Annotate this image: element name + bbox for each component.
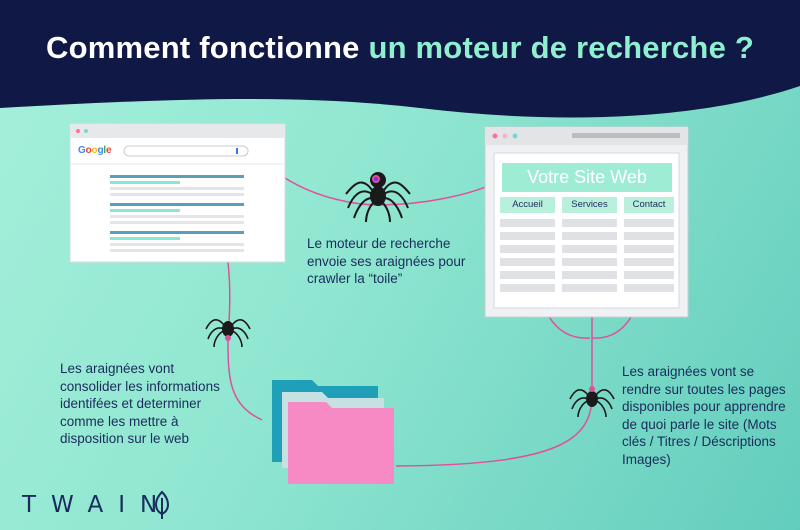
window-dot-max (84, 129, 88, 133)
brand-logo-text: TWAIN (22, 492, 173, 518)
caption-line: envoie ses araignées pour (307, 253, 466, 269)
brand-letter: g (97, 145, 104, 156)
caption-crawl-pages (622, 363, 786, 468)
thread-spider-to-folders (228, 342, 262, 420)
window-dot-close (76, 129, 80, 133)
caption-line: de quoi parle le site (Mots (622, 416, 777, 432)
title-accent: un moteur de recherche ? (368, 30, 754, 65)
site-dot-close (493, 134, 498, 139)
spider-icon-large (346, 172, 410, 222)
caption-line: Images) (622, 451, 671, 467)
folders-icon (272, 380, 394, 484)
site-address-bar (572, 133, 680, 138)
caption-line: identifées et determiner (60, 396, 202, 411)
spider-icon-right (570, 386, 614, 417)
brand-letter: G (78, 145, 86, 156)
site-title: Votre Site Web (502, 163, 672, 192)
brand-letter: e (105, 145, 112, 156)
caption-line: comme les mettre à (60, 413, 179, 429)
caption-line: disposition sur le web (60, 431, 190, 446)
menu-accueil[interactable]: Accueil (500, 197, 555, 213)
search-brand-logo (78, 145, 111, 156)
caption-line: Les araignées vont se (622, 364, 755, 379)
title-main: Comment fonctionne (46, 30, 360, 65)
caption-line: Les araignées vont (60, 361, 175, 376)
caption-line: rendre sur toutes les pages (622, 381, 786, 397)
brand-letter: l (103, 145, 106, 156)
menu-contact[interactable]: Contact (624, 197, 674, 213)
caption-line: Le moteur de recherche (307, 236, 451, 251)
thread-to-folders (396, 395, 592, 466)
brand-letter: o (91, 145, 98, 156)
menu-services[interactable]: Services (562, 197, 617, 213)
site-dot-min (503, 134, 508, 139)
caption-line: consolider les informations (60, 378, 220, 394)
brand-letter: o (85, 145, 92, 156)
caption-line: disponibles pour apprendre (622, 399, 786, 414)
caption-consolidate (60, 360, 220, 448)
caption-line: crawler la “toile” (307, 271, 403, 286)
website-window (485, 127, 688, 317)
microphone-icon (236, 148, 238, 154)
caption-line: clés / Titres / Déscriptions (622, 434, 776, 449)
caption-spiders-sent (307, 235, 465, 288)
site-dot-max (513, 134, 518, 139)
leaf-icon (152, 490, 172, 520)
search-bar (124, 146, 248, 156)
